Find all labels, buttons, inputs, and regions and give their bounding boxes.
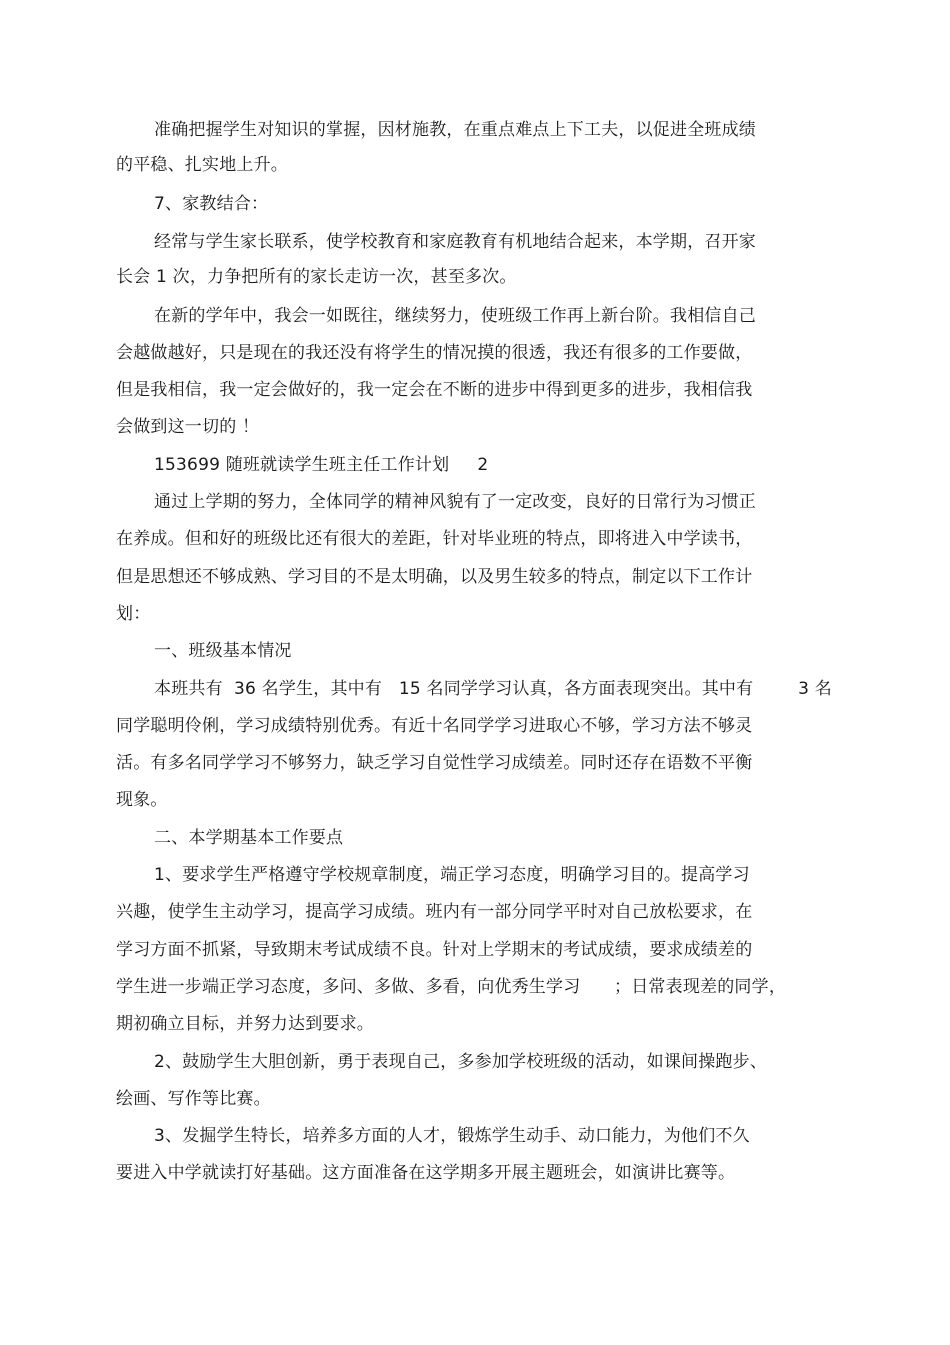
text-line: 会做到这一切的 ！ bbox=[116, 417, 260, 437]
text-line: 划： bbox=[116, 604, 151, 624]
text-line: 但是我相信，我一定会做好的，我一定会在不断的进步中得到更多的进步，我相信我 bbox=[116, 380, 753, 400]
section-heading: 一、班级基本情况 bbox=[154, 641, 292, 661]
text-line: 在新的学年中，我会一如既往，继续努力，使班级工作再上新台阶。我相信自己 bbox=[154, 306, 756, 326]
text-line: 同学聪明伶俐，学习成绩特别优秀。有近十名同学学习进取心不够，学习方法不够灵 bbox=[116, 716, 753, 736]
text-line: 但是思想还不够成熟、学习目的不是太明确，以及男生较多的特点，制定以下工作计 bbox=[116, 567, 753, 587]
text-line: 学生进一步端正学习态度，多问、多做、多看，向优秀生学习 ；日常表现差的同学， bbox=[116, 977, 787, 997]
text-line: 准确把握学生对知识的掌握，因材施教，在重点难点上下工夫，以促进全班成绩 bbox=[154, 120, 756, 140]
text-line: 现象。 bbox=[116, 790, 168, 810]
text-line: 在养成。但和好的班级比还有很大的差距，针对毕业班的特点，即将进入中学读书， bbox=[116, 529, 753, 549]
text-line: 期初确立目标，并努力达到要求。 bbox=[116, 1014, 374, 1034]
text-line: 的平稳、扎实地上升。 bbox=[116, 155, 288, 175]
section-heading: 二、本学期基本工作要点 bbox=[154, 828, 344, 848]
text-line: 会越做越好，只是现在的我还没有将学生的情况摸的很透，我还有很多的工作要做， bbox=[116, 343, 753, 363]
text-line: 兴趣，使学生主动学习，提高学习成绩。班内有一部分同学平时对自己放松要求，在 bbox=[116, 902, 753, 922]
text-line: 本班共有 36 名学生，其中有 15 名同学学习认真，各方面表现突出。其中有 3 名 bbox=[154, 679, 832, 699]
text-line: 活。有多名同学学习不够努力，缺乏学习自觉性学习成绩差。同时还存在语数不平衡 bbox=[116, 753, 753, 773]
text-line: 长会 1 次，力争把所有的家长走访一次，甚至多次。 bbox=[116, 267, 517, 287]
text-line: 通过上学期的努力，全体同学的精神风貌有了一定改变，良好的日常行为习惯正 bbox=[154, 492, 756, 512]
text-line: 经常与学生家长联系，使学校教育和家庭教育有机地结合起来，本学期，召开家 bbox=[154, 232, 756, 252]
text-line: 绘画、写作等比赛。 bbox=[116, 1089, 271, 1109]
text-line: 3、发掘学生特长，培养多方面的人才，锻炼学生动手、动口能力，为他们不久 bbox=[154, 1126, 750, 1146]
document-heading: 153699 随班就读学生班主任工作计划 2 bbox=[154, 455, 489, 475]
text-line: 1、要求学生严格遵守学校规章制度，端正学习态度，明确学习目的。提高学习 bbox=[154, 865, 750, 885]
text-line: 要进入中学就读打好基础。这方面准备在这学期多开展主题班会，如演讲比赛等。 bbox=[116, 1163, 736, 1183]
text-line: 7、家教结合： bbox=[154, 194, 269, 214]
text-line: 学习方面不抓紧，导致期末考试成绩不良。针对上学期末的考试成绩，要求成绩差的 bbox=[116, 940, 753, 960]
text-line: 2、鼓励学生大胆创新，勇于表现自己，多参加学校班级的活动，如课间操跑步、 bbox=[154, 1052, 768, 1072]
